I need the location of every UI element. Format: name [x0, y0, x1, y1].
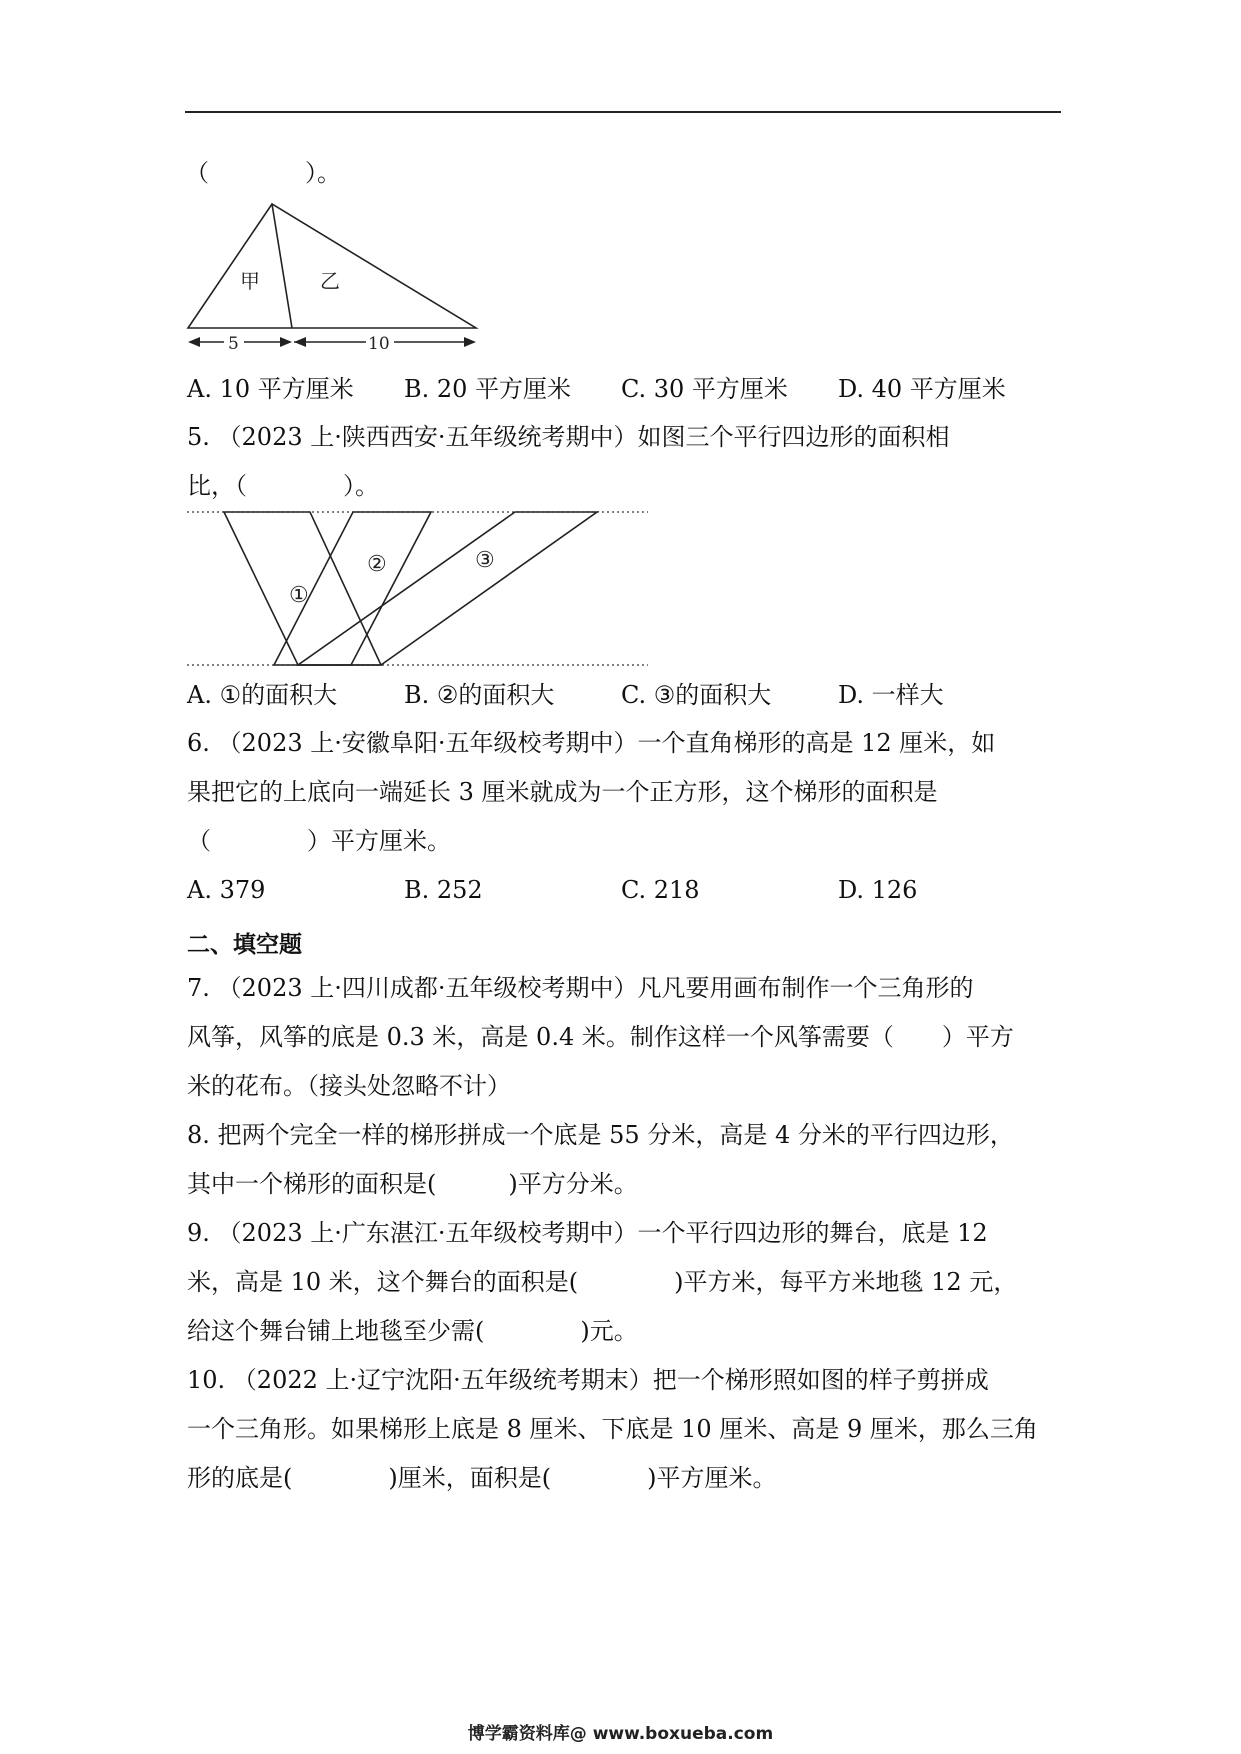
q4-divider-line: [272, 204, 292, 328]
q5-label-2: ②: [367, 552, 387, 577]
q5-label-1: ①: [289, 583, 309, 608]
q5-option-d: D. 一样大: [838, 681, 944, 709]
q4-triangle-figure: [180, 190, 490, 360]
q5-stem-line2: 比，（ ）。: [187, 472, 379, 500]
q5-option-b: B. ②的面积大: [404, 681, 555, 709]
q9-stem-line3: 给这个舞台铺上地毯至少需( )元。: [187, 1317, 638, 1345]
q4-option-a: A. 10 平方厘米: [187, 375, 354, 403]
q4-arrowhead-left-b: [280, 337, 292, 347]
q9-stem-line1: 9. （2023 上·广东湛江·五年级校考期中）一个平行四边形的舞台，底是 12: [187, 1219, 988, 1247]
q4-arrowhead-right-a: [294, 337, 306, 347]
q4-label-jia: 甲: [240, 269, 260, 293]
q4-continuation: （ ）。: [185, 159, 341, 187]
q8-stem-line2: 其中一个梯形的面积是( )平方分米。: [187, 1170, 638, 1198]
q7-stem-line2: 风筝，风筝的底是 0.3 米，高是 0.4 米。制作这样一个风筝需要（ ）平方: [187, 1023, 1014, 1051]
q5-stem-line1: 5. （2023 上·陕西西安·五年级统考期中）如图三个平行四边形的面积相: [187, 423, 950, 451]
q4-triangle-outline: [188, 204, 476, 328]
q6-stem-line3: （ ）平方厘米。: [187, 827, 451, 855]
q6-option-c: C. 218: [621, 876, 700, 904]
q4-option-c: C. 30 平方厘米: [621, 375, 788, 403]
q4-arrowhead-right-b: [464, 337, 476, 347]
q4-option-b: B. 20 平方厘米: [404, 375, 572, 403]
q7-stem-line3: 米的花布。（接头处忽略不计）: [187, 1072, 511, 1100]
section-fill-in-title: 二、填空题: [187, 932, 302, 958]
q6-stem-line1: 6. （2023 上·安徽阜阳·五年级校考期中）一个直角梯形的高是 12 厘米，如: [187, 729, 996, 757]
q9-stem-line2: 米，高是 10 米，这个舞台的面积是( )平方米，每平方米地毯 12 元，: [187, 1268, 1018, 1296]
q5-parallelogram-figure: [185, 505, 650, 670]
q4-arrowhead-left-a: [188, 337, 200, 347]
q5-label-3: ③: [475, 548, 495, 573]
q6-stem-line2: 果把它的上底向一端延长 3 厘米就成为一个正方形，这个梯形的面积是: [187, 778, 938, 806]
q4-dim-10: 10: [368, 334, 390, 354]
q5-option-a: A. ①的面积大: [187, 681, 338, 709]
q10-stem-line1: 10. （2022 上·辽宁沈阳·五年级统考期末）把一个梯形照如图的样子剪拼成: [187, 1366, 989, 1394]
q5-parallelogram-3: [298, 512, 597, 665]
footer-watermark: 博学霸资料库@ www.boxueba.com: [467, 1724, 774, 1744]
q10-stem-line2: 一个三角形。如果梯形上底是 8 厘米、下底是 10 厘米、高是 9 厘米，那么三角: [187, 1415, 1038, 1443]
q6-option-a: A. 379: [187, 876, 266, 904]
q4-dim-5: 5: [228, 334, 239, 354]
q4-option-d: D. 40 平方厘米: [838, 375, 1006, 403]
q4-label-yi: 乙: [320, 269, 340, 293]
q5-option-c: C. ③的面积大: [621, 681, 772, 709]
q6-option-b: B. 252: [404, 876, 483, 904]
q10-stem-line3: 形的底是( )厘米，面积是( )平方厘米。: [187, 1464, 777, 1492]
q8-stem-line1: 8. 把两个完全一样的梯形拼成一个底是 55 分米，高是 4 分米的平行四边形，: [187, 1121, 1014, 1149]
q6-option-d: D. 126: [838, 876, 918, 904]
q7-stem-line1: 7. （2023 上·四川成都·五年级校考期中）凡凡要用画布制作一个三角形的: [187, 974, 974, 1002]
header-rule: [185, 111, 1061, 113]
